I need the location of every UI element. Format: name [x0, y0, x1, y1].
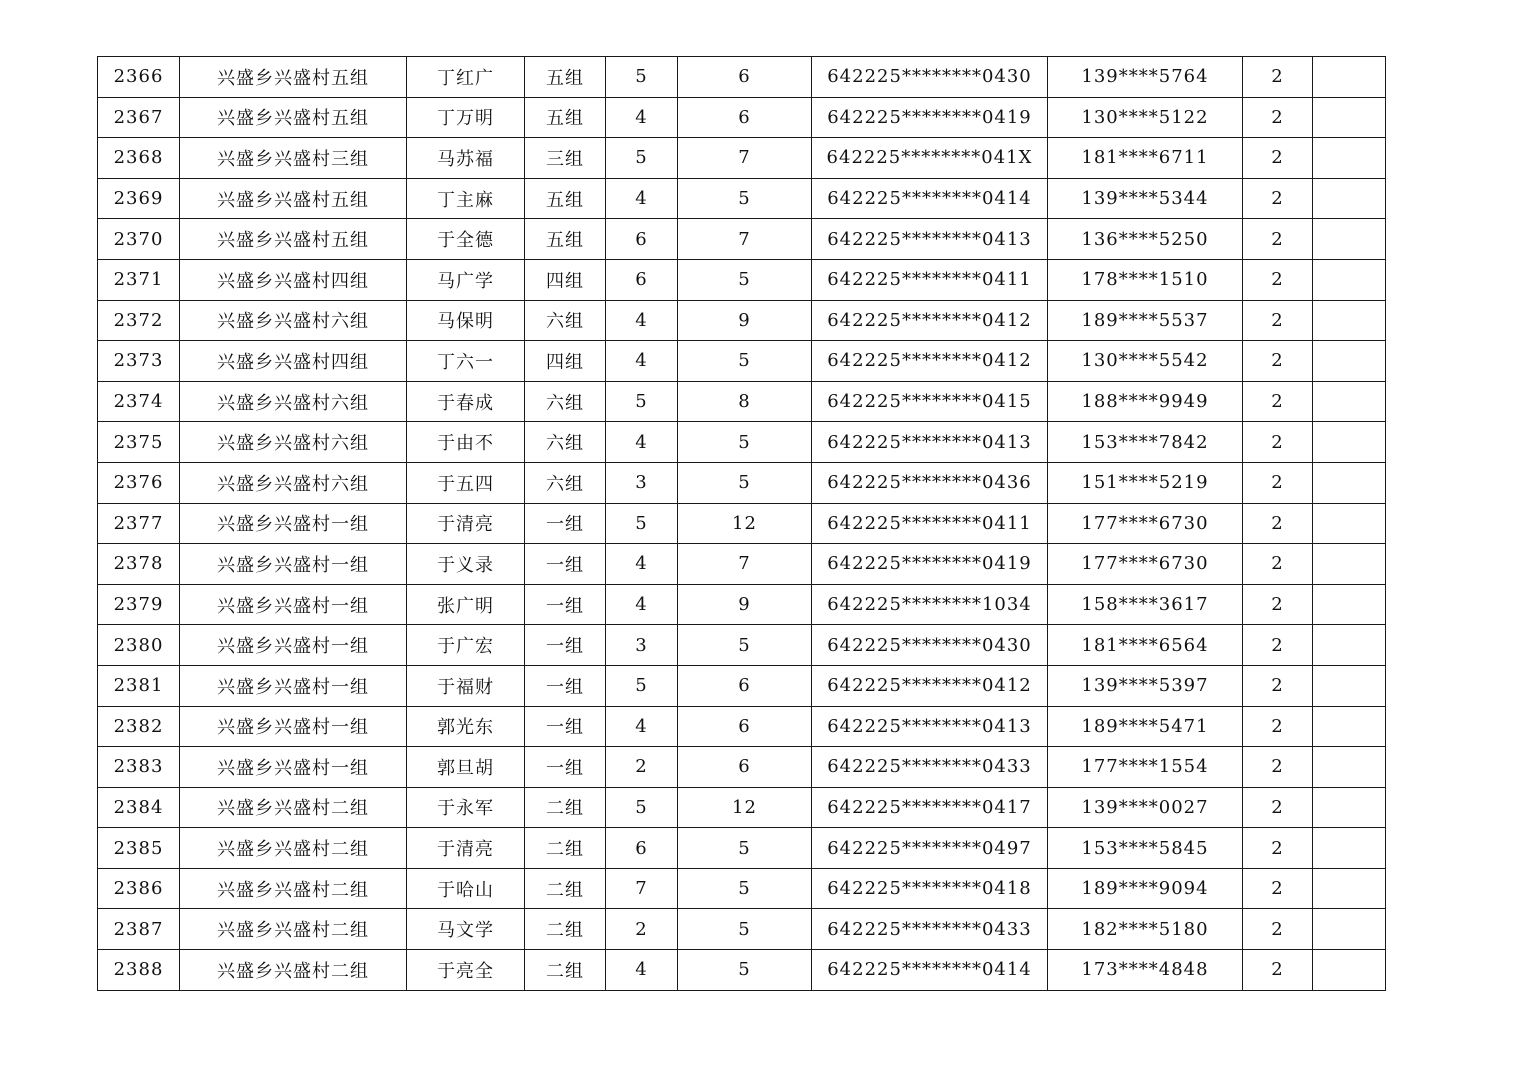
remarks-cell [1313, 625, 1386, 666]
village-group-cell: 兴盛乡兴盛村一组 [180, 747, 407, 788]
category-cell: 2 [1243, 97, 1313, 138]
category-cell: 2 [1243, 828, 1313, 869]
remarks-cell [1313, 950, 1386, 991]
row-number-cell: 2369 [98, 178, 180, 219]
id-number-cell: 642225********0430 [812, 57, 1048, 98]
name-cell: 于福财 [407, 665, 525, 706]
phone-cell: 181****6711 [1048, 138, 1243, 179]
id-number-cell: 642225********0414 [812, 950, 1048, 991]
id-number-cell: 642225********0411 [812, 503, 1048, 544]
village-group-cell: 兴盛乡兴盛村六组 [180, 381, 407, 422]
village-group-cell: 兴盛乡兴盛村五组 [180, 178, 407, 219]
household-size-cell: 6 [606, 828, 678, 869]
household-size-cell: 3 [606, 462, 678, 503]
table-row [98, 544, 1386, 585]
table-row [98, 57, 1386, 98]
village-group-cell: 兴盛乡兴盛村五组 [180, 219, 407, 260]
row-number-cell: 2382 [98, 706, 180, 747]
household-size-cell: 3 [606, 625, 678, 666]
category-cell: 2 [1243, 706, 1313, 747]
id-number-cell: 642225********0418 [812, 868, 1048, 909]
village-group-cell: 兴盛乡兴盛村三组 [180, 138, 407, 179]
remarks-cell [1313, 868, 1386, 909]
table-row [98, 341, 1386, 382]
row-number-cell: 2374 [98, 381, 180, 422]
household-size-cell: 4 [606, 422, 678, 463]
table-row [98, 950, 1386, 991]
row-number-cell: 2384 [98, 787, 180, 828]
phone-cell: 189****5537 [1048, 300, 1243, 341]
category-cell: 2 [1243, 219, 1313, 260]
id-number-cell: 642225********0430 [812, 625, 1048, 666]
table-row [98, 219, 1386, 260]
group-cell: 二组 [525, 787, 606, 828]
row-number-cell: 2380 [98, 625, 180, 666]
household-size-cell: 5 [606, 665, 678, 706]
household-size-cell: 4 [606, 341, 678, 382]
remarks-cell [1313, 909, 1386, 950]
phone-cell: 188****9949 [1048, 381, 1243, 422]
village-group-cell: 兴盛乡兴盛村二组 [180, 787, 407, 828]
group-cell: 二组 [525, 828, 606, 869]
name-cell: 郭光东 [407, 706, 525, 747]
table-row [98, 706, 1386, 747]
row-number-cell: 2381 [98, 665, 180, 706]
remarks-cell [1313, 747, 1386, 788]
phone-cell: 177****6730 [1048, 544, 1243, 585]
quantity-cell: 5 [678, 422, 812, 463]
household-size-cell: 4 [606, 706, 678, 747]
phone-cell: 182****5180 [1048, 909, 1243, 950]
remarks-cell [1313, 706, 1386, 747]
phone-cell: 173****4848 [1048, 950, 1243, 991]
remarks-cell [1313, 219, 1386, 260]
quantity-cell: 5 [678, 828, 812, 869]
household-size-cell: 5 [606, 381, 678, 422]
remarks-cell [1313, 584, 1386, 625]
group-cell: 五组 [525, 97, 606, 138]
village-group-cell: 兴盛乡兴盛村二组 [180, 828, 407, 869]
table-row [98, 868, 1386, 909]
quantity-cell: 5 [678, 950, 812, 991]
quantity-cell: 6 [678, 747, 812, 788]
category-cell: 2 [1243, 300, 1313, 341]
id-number-cell: 642225********0419 [812, 544, 1048, 585]
remarks-cell [1313, 138, 1386, 179]
household-size-cell: 4 [606, 950, 678, 991]
category-cell: 2 [1243, 57, 1313, 98]
household-size-cell: 5 [606, 787, 678, 828]
row-number-cell: 2373 [98, 341, 180, 382]
id-number-cell: 642225********1034 [812, 584, 1048, 625]
row-number-cell: 2375 [98, 422, 180, 463]
group-cell: 一组 [525, 706, 606, 747]
row-number-cell: 2387 [98, 909, 180, 950]
household-size-cell: 4 [606, 544, 678, 585]
row-number-cell: 2376 [98, 462, 180, 503]
category-cell: 2 [1243, 422, 1313, 463]
village-group-cell: 兴盛乡兴盛村一组 [180, 706, 407, 747]
name-cell: 于五四 [407, 462, 525, 503]
id-number-cell: 642225********0497 [812, 828, 1048, 869]
remarks-cell [1313, 422, 1386, 463]
id-number-cell: 642225********0419 [812, 97, 1048, 138]
quantity-cell: 6 [678, 665, 812, 706]
phone-cell: 151****5219 [1048, 462, 1243, 503]
table-row [98, 138, 1386, 179]
quantity-cell: 7 [678, 219, 812, 260]
phone-cell: 177****6730 [1048, 503, 1243, 544]
name-cell: 于春成 [407, 381, 525, 422]
name-cell: 丁万明 [407, 97, 525, 138]
village-group-cell: 兴盛乡兴盛村一组 [180, 584, 407, 625]
household-size-cell: 6 [606, 259, 678, 300]
id-number-cell: 642225********0412 [812, 665, 1048, 706]
phone-cell: 178****1510 [1048, 259, 1243, 300]
group-cell: 四组 [525, 341, 606, 382]
category-cell: 2 [1243, 178, 1313, 219]
category-cell: 2 [1243, 341, 1313, 382]
phone-cell: 136****5250 [1048, 219, 1243, 260]
group-cell: 一组 [525, 625, 606, 666]
table-row [98, 747, 1386, 788]
table-row [98, 381, 1386, 422]
name-cell: 马苏福 [407, 138, 525, 179]
table-row [98, 828, 1386, 869]
phone-cell: 153****5845 [1048, 828, 1243, 869]
table-row [98, 422, 1386, 463]
quantity-cell: 7 [678, 544, 812, 585]
row-number-cell: 2366 [98, 57, 180, 98]
group-cell: 四组 [525, 259, 606, 300]
phone-cell: 153****7842 [1048, 422, 1243, 463]
row-number-cell: 2383 [98, 747, 180, 788]
category-cell: 2 [1243, 747, 1313, 788]
table-row [98, 665, 1386, 706]
household-table [97, 56, 1386, 991]
table-row [98, 909, 1386, 950]
name-cell: 郭旦胡 [407, 747, 525, 788]
village-group-cell: 兴盛乡兴盛村一组 [180, 625, 407, 666]
table-row [98, 787, 1386, 828]
quantity-cell: 12 [678, 503, 812, 544]
group-cell: 一组 [525, 544, 606, 585]
phone-cell: 139****5764 [1048, 57, 1243, 98]
village-group-cell: 兴盛乡兴盛村六组 [180, 300, 407, 341]
name-cell: 丁主麻 [407, 178, 525, 219]
group-cell: 五组 [525, 219, 606, 260]
quantity-cell: 6 [678, 97, 812, 138]
row-number-cell: 2368 [98, 138, 180, 179]
village-group-cell: 兴盛乡兴盛村一组 [180, 544, 407, 585]
household-size-cell: 5 [606, 503, 678, 544]
category-cell: 2 [1243, 138, 1313, 179]
village-group-cell: 兴盛乡兴盛村一组 [180, 503, 407, 544]
phone-cell: 130****5542 [1048, 341, 1243, 382]
name-cell: 于永军 [407, 787, 525, 828]
id-number-cell: 642225********0413 [812, 219, 1048, 260]
phone-cell: 139****5397 [1048, 665, 1243, 706]
quantity-cell: 5 [678, 462, 812, 503]
group-cell: 二组 [525, 909, 606, 950]
household-size-cell: 5 [606, 57, 678, 98]
name-cell: 于由不 [407, 422, 525, 463]
quantity-cell: 5 [678, 259, 812, 300]
name-cell: 马广学 [407, 259, 525, 300]
category-cell: 2 [1243, 503, 1313, 544]
id-number-cell: 642225********0413 [812, 422, 1048, 463]
name-cell: 丁红广 [407, 57, 525, 98]
remarks-cell [1313, 300, 1386, 341]
village-group-cell: 兴盛乡兴盛村二组 [180, 868, 407, 909]
category-cell: 2 [1243, 584, 1313, 625]
row-number-cell: 2377 [98, 503, 180, 544]
quantity-cell: 12 [678, 787, 812, 828]
village-group-cell: 兴盛乡兴盛村二组 [180, 950, 407, 991]
name-cell: 丁六一 [407, 341, 525, 382]
group-cell: 一组 [525, 584, 606, 625]
household-size-cell: 4 [606, 178, 678, 219]
row-number-cell: 2370 [98, 219, 180, 260]
quantity-cell: 9 [678, 584, 812, 625]
category-cell: 2 [1243, 381, 1313, 422]
phone-cell: 189****5471 [1048, 706, 1243, 747]
name-cell: 于清亮 [407, 828, 525, 869]
remarks-cell [1313, 462, 1386, 503]
id-number-cell: 642225********0414 [812, 178, 1048, 219]
name-cell: 于义录 [407, 544, 525, 585]
remarks-cell [1313, 57, 1386, 98]
village-group-cell: 兴盛乡兴盛村四组 [180, 341, 407, 382]
name-cell: 于广宏 [407, 625, 525, 666]
household-size-cell: 7 [606, 868, 678, 909]
row-number-cell: 2378 [98, 544, 180, 585]
group-cell: 一组 [525, 503, 606, 544]
remarks-cell [1313, 665, 1386, 706]
village-group-cell: 兴盛乡兴盛村六组 [180, 462, 407, 503]
phone-cell: 130****5122 [1048, 97, 1243, 138]
name-cell: 马文学 [407, 909, 525, 950]
household-size-cell: 4 [606, 300, 678, 341]
category-cell: 2 [1243, 544, 1313, 585]
category-cell: 2 [1243, 462, 1313, 503]
phone-cell: 177****1554 [1048, 747, 1243, 788]
household-size-cell: 4 [606, 97, 678, 138]
phone-cell: 139****5344 [1048, 178, 1243, 219]
village-group-cell: 兴盛乡兴盛村一组 [180, 665, 407, 706]
group-cell: 五组 [525, 57, 606, 98]
row-number-cell: 2372 [98, 300, 180, 341]
id-number-cell: 642225********0433 [812, 909, 1048, 950]
id-number-cell: 642225********0411 [812, 259, 1048, 300]
phone-cell: 181****6564 [1048, 625, 1243, 666]
id-number-cell: 642225********0413 [812, 706, 1048, 747]
remarks-cell [1313, 381, 1386, 422]
quantity-cell: 6 [678, 57, 812, 98]
group-cell: 六组 [525, 462, 606, 503]
id-number-cell: 642225********0415 [812, 381, 1048, 422]
table-row [98, 625, 1386, 666]
quantity-cell: 9 [678, 300, 812, 341]
group-cell: 三组 [525, 138, 606, 179]
id-number-cell: 642225********0417 [812, 787, 1048, 828]
village-group-cell: 兴盛乡兴盛村五组 [180, 97, 407, 138]
household-size-cell: 6 [606, 219, 678, 260]
row-number-cell: 2385 [98, 828, 180, 869]
household-size-cell: 4 [606, 584, 678, 625]
group-cell: 一组 [525, 747, 606, 788]
table-row [98, 503, 1386, 544]
table-row [98, 584, 1386, 625]
table-row [98, 178, 1386, 219]
category-cell: 2 [1243, 787, 1313, 828]
quantity-cell: 7 [678, 138, 812, 179]
village-group-cell: 兴盛乡兴盛村二组 [180, 909, 407, 950]
quantity-cell: 5 [678, 868, 812, 909]
table-row [98, 97, 1386, 138]
remarks-cell [1313, 787, 1386, 828]
row-number-cell: 2379 [98, 584, 180, 625]
name-cell: 于哈山 [407, 868, 525, 909]
name-cell: 于亮全 [407, 950, 525, 991]
table-row [98, 259, 1386, 300]
remarks-cell [1313, 341, 1386, 382]
id-number-cell: 642225********0436 [812, 462, 1048, 503]
quantity-cell: 5 [678, 909, 812, 950]
group-cell: 二组 [525, 950, 606, 991]
name-cell: 于清亮 [407, 503, 525, 544]
group-cell: 六组 [525, 300, 606, 341]
remarks-cell [1313, 828, 1386, 869]
remarks-cell [1313, 178, 1386, 219]
village-group-cell: 兴盛乡兴盛村四组 [180, 259, 407, 300]
category-cell: 2 [1243, 259, 1313, 300]
group-cell: 六组 [525, 381, 606, 422]
phone-cell: 189****9094 [1048, 868, 1243, 909]
id-number-cell: 642225********041X [812, 138, 1048, 179]
id-number-cell: 642225********0433 [812, 747, 1048, 788]
quantity-cell: 5 [678, 178, 812, 219]
row-number-cell: 2386 [98, 868, 180, 909]
id-number-cell: 642225********0412 [812, 300, 1048, 341]
row-number-cell: 2371 [98, 259, 180, 300]
group-cell: 五组 [525, 178, 606, 219]
quantity-cell: 6 [678, 706, 812, 747]
village-group-cell: 兴盛乡兴盛村五组 [180, 57, 407, 98]
household-size-cell: 2 [606, 909, 678, 950]
group-cell: 六组 [525, 422, 606, 463]
name-cell: 于全德 [407, 219, 525, 260]
remarks-cell [1313, 259, 1386, 300]
quantity-cell: 8 [678, 381, 812, 422]
category-cell: 2 [1243, 868, 1313, 909]
group-cell: 一组 [525, 665, 606, 706]
category-cell: 2 [1243, 909, 1313, 950]
name-cell: 张广明 [407, 584, 525, 625]
phone-cell: 158****3617 [1048, 584, 1243, 625]
quantity-cell: 5 [678, 625, 812, 666]
row-number-cell: 2367 [98, 97, 180, 138]
table-row [98, 462, 1386, 503]
village-group-cell: 兴盛乡兴盛村六组 [180, 422, 407, 463]
remarks-cell [1313, 503, 1386, 544]
table-body [98, 57, 1386, 991]
household-size-cell: 5 [606, 138, 678, 179]
id-number-cell: 642225********0412 [812, 341, 1048, 382]
category-cell: 2 [1243, 625, 1313, 666]
household-size-cell: 2 [606, 747, 678, 788]
remarks-cell [1313, 544, 1386, 585]
remarks-cell [1313, 97, 1386, 138]
category-cell: 2 [1243, 950, 1313, 991]
phone-cell: 139****0027 [1048, 787, 1243, 828]
category-cell: 2 [1243, 665, 1313, 706]
table-row [98, 300, 1386, 341]
name-cell: 马保明 [407, 300, 525, 341]
row-number-cell: 2388 [98, 950, 180, 991]
quantity-cell: 5 [678, 341, 812, 382]
group-cell: 二组 [525, 868, 606, 909]
